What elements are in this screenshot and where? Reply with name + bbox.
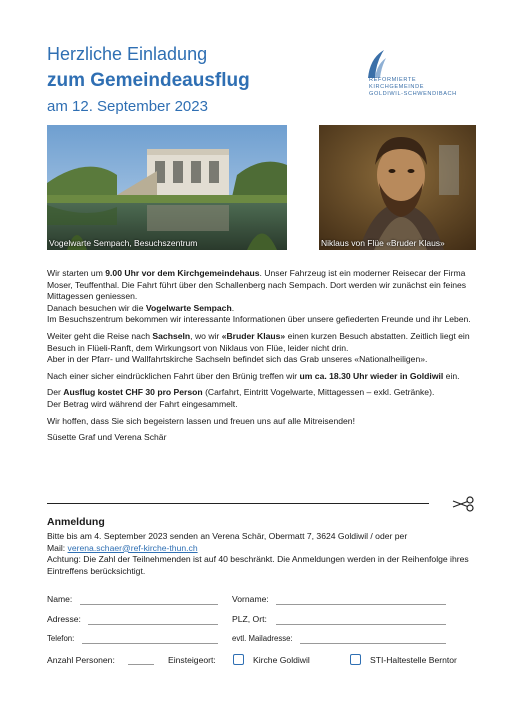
text: Danach besuchen wir die	[47, 302, 146, 313]
paragraph-return	[47, 371, 477, 383]
text: Der Betrag wird während der Fahrt eingesammelt.	[47, 398, 238, 409]
field-name-label: Name:	[47, 594, 73, 604]
text: einen kurzen Besuch abstatten. Zeitlich liegt ein Besuch in Flüeli-Ranft, dem Wirkungsort von Niklaus von Flüe, leider nicht drin.	[47, 330, 470, 353]
registration-note: Achtung: Die Zahl der Teilnehmenden ist auf 40 beschränkt. Die Anmeldungen werden in der Reihenfolge ihres Eintreffens berücksichtigt.	[47, 554, 469, 576]
logo-line: KIRCHGEMEINDE	[369, 84, 425, 90]
text-bold: um ca. 18.30 Uhr wieder in Goldiwil	[299, 370, 444, 381]
registration-text	[47, 531, 477, 577]
church-logo	[362, 48, 472, 108]
photo-bruder-klaus	[319, 125, 476, 250]
field-mail-label: evtl. Mailadresse:	[232, 634, 293, 643]
photo-vogelwarte	[47, 125, 287, 250]
logo-line: REFORMIERTE	[369, 77, 417, 83]
text: ein.	[443, 370, 460, 381]
registration-title: Anmeldung	[47, 516, 105, 528]
logo-line: GOLDIWIL-SCHWENDIBACH	[369, 91, 457, 97]
mail-label: Mail:	[47, 542, 68, 553]
field-vorname-label: Vorname:	[232, 594, 269, 604]
paragraph-sachseln	[47, 331, 477, 366]
paragraph-closing: Wir hoffen, dass Sie sich begeistern lassen und freuen uns auf alle Mitreisenden!	[47, 415, 355, 426]
text: , wo wir	[190, 330, 222, 341]
invitation-body	[47, 268, 477, 449]
anzahl-input-line[interactable]	[128, 664, 154, 665]
photo-caption: Niklaus von Flüe «Bruder Klaus»	[321, 238, 445, 248]
paragraph-start	[47, 268, 477, 326]
text-bold: Ausflug kostet CHF 30 pro Person	[63, 387, 203, 398]
option-kirche-goldiwil: Kirche Goldiwil	[253, 655, 310, 665]
scissors-icon	[452, 496, 474, 512]
text: Wir starten um	[47, 268, 106, 278]
photo-caption: Vogelwarte Sempach, Besuchszentrum	[49, 238, 198, 248]
option-sti-berntor: STI-Haltestelle Berntor	[370, 655, 457, 665]
church-logo-text	[369, 77, 457, 98]
field-einsteigeort-label: Einsteigeort:	[168, 655, 216, 665]
field-adresse-label: Adresse:	[47, 614, 81, 624]
text: Im Besuchszentrum bekommen wir interessante Informationen über unsere gefiederten Freunde und ihr Leben.	[47, 314, 471, 325]
field-telefon-label: Telefon:	[47, 634, 75, 643]
mail-link[interactable]: verena.schaer@ref-kirche-thun.ch	[67, 542, 198, 553]
registration-line: Bitte bis am 4. September 2023 senden an Verena Schär, Obermatt 7, 3624 Goldiwil / oder per	[47, 531, 408, 541]
text: (Carfahrt, Eintritt Vogelwarte, Mittagessen – exkl. Getränke).	[202, 387, 435, 398]
title-line-2: zum Gemeindeausflug	[47, 70, 250, 91]
mail-input-line[interactable]	[300, 643, 446, 644]
text: .	[231, 302, 235, 313]
telefon-input-line[interactable]	[82, 643, 218, 644]
adresse-input-line[interactable]	[88, 624, 218, 625]
cut-line	[47, 503, 429, 504]
signature: Süsette Graf und Verena Schär	[47, 432, 167, 443]
text: Aber in der Pfarr- und Wallfahrtskirche Sachseln befindet sich das Grab unseres «Nationalheiligen».	[47, 354, 428, 365]
text: . Unser Fahrzeug ist ein moderner Reisecar der Firma Moser, Teuffenthal. Die Fahrt führt über den Schallenberg nach Sempach. Dort werden wir zunächst ein feines Mittagessen geniessen.	[47, 268, 467, 302]
text-bold: «Bruder Klaus»	[221, 330, 286, 341]
text: Der	[47, 387, 64, 398]
text: Nach einer sicher eindrücklichen Fahrt über den Brünig treffen wir	[47, 370, 300, 381]
registration-mail-line	[47, 543, 477, 555]
plz-input-line[interactable]	[276, 624, 446, 625]
text-bold: Sachseln	[152, 330, 191, 341]
checkbox-sti-berntor[interactable]	[350, 654, 361, 665]
field-anzahl-label: Anzahl Personen:	[47, 655, 115, 665]
title-line-1: Herzliche Einladung	[47, 44, 208, 64]
paragraph-cost	[47, 387, 477, 410]
vorname-input-line[interactable]	[276, 604, 446, 605]
text-bold: 9.00 Uhr vor dem Kirchgemeindehaus	[105, 268, 260, 278]
text-bold: Vogelwarte Sempach	[145, 302, 232, 313]
checkbox-kirche-goldiwil[interactable]	[233, 654, 244, 665]
title-date: am 12. September 2023	[47, 98, 208, 115]
name-input-line[interactable]	[80, 604, 218, 605]
field-plz-label: PLZ, Ort:	[232, 614, 267, 624]
text: Weiter geht die Reise nach	[47, 330, 153, 341]
